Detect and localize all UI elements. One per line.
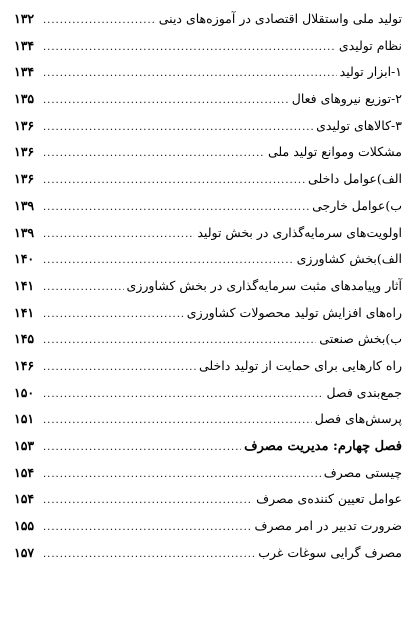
toc-page-number: ۱۴۱: [14, 304, 35, 320]
toc-page-number: ۱۳۵: [14, 91, 35, 107]
toc-entry: [14, 326, 402, 353]
toc-page-number: ۱۵۴: [14, 491, 35, 507]
toc-entry-title: نظام تولیدی: [338, 37, 402, 53]
toc-entry-title: الف)عوامل داخلی: [308, 171, 402, 187]
toc-entry-title: الف)بخش کشاورزی: [296, 251, 402, 267]
toc-entry: [14, 353, 402, 380]
toc-entry-title: مشکلات وموانع تولید ملی: [267, 144, 402, 160]
toc-page-number: ۱۴۵: [14, 331, 35, 347]
toc-entry-title: تولید ملی واستقلال اقتصادی در آموزه‌های دینی: [158, 11, 402, 26]
toc-page-number: ۱۳۲: [14, 11, 35, 26]
toc-entry-title: پرسش‌های فصل: [314, 411, 402, 427]
toc-entry-title: عوامل تعیین کننده‌ی مصرف: [256, 491, 402, 507]
toc-dot-leader: [43, 382, 324, 409]
toc-page-number: ۱۳۹: [14, 224, 35, 240]
toc-dot-leader: [43, 355, 196, 382]
toc-dot-leader: [43, 88, 289, 115]
toc-entry-title: راه‌های افزایش تولید محصولات کشاورزی: [186, 304, 402, 320]
toc-entry-title: مصرف گرایی سوغات غرب: [258, 544, 402, 560]
toc-entry: [14, 513, 402, 540]
toc-page-number: ۱۵۵: [14, 518, 35, 534]
toc-dot-leader: [43, 542, 255, 569]
toc-entry: [14, 273, 402, 300]
toc-page-number: ۱۴۶: [14, 357, 35, 373]
toc-page-number: ۱۵۴: [14, 464, 35, 480]
toc-dot-leader: [43, 61, 337, 88]
toc-entry: [14, 300, 402, 327]
toc-entry: [14, 193, 402, 220]
toc-dot-leader: [43, 195, 309, 222]
toc-entry-title: چیستی مصرف: [323, 464, 402, 480]
toc-entry-title: فصل چهارم: مدیریت مصرف: [244, 439, 402, 454]
toc-entry: [14, 406, 402, 433]
toc-dot-leader: [43, 141, 265, 168]
toc-entry: [14, 460, 402, 487]
toc-page-number: ۱۴۰: [14, 251, 35, 267]
toc-dot-leader: [43, 435, 241, 462]
toc-entry: [14, 166, 402, 193]
toc-entry-title: ۱-ابزار تولید: [339, 64, 402, 80]
toc-dot-leader: [43, 8, 156, 35]
toc-dot-leader: [43, 35, 336, 62]
toc-entry-title: ۲-توزیع نیروهای فعال: [291, 91, 402, 107]
toc-entry: [14, 540, 402, 567]
toc-entry-title: ۳-کالاهای تولیدی: [316, 117, 402, 133]
toc-entry-title: جمع‌بندی فصل: [326, 384, 402, 400]
toc-entry: [14, 86, 402, 113]
toc-entry-title: راه کارهایی برای حمایت از تولید داخلی: [198, 357, 402, 373]
toc-page-number: ۱۵۱: [14, 411, 35, 427]
toc-entry-title: آثار وپیامدهای مثبت سرمایه‌گذاری در بخش کشاورزی: [126, 277, 402, 293]
toc-entry-title: ب)بخش صنعتی: [319, 331, 402, 347]
toc-entry: [14, 380, 402, 407]
toc-page-number: ۱۳۴: [14, 64, 35, 80]
toc-page-number: ۱۵۷: [14, 544, 35, 560]
toc-page-number: ۱۴۱: [14, 277, 35, 293]
toc-entry: [14, 6, 402, 33]
toc-page-number: ۱۵۰: [14, 384, 35, 400]
toc-entry-title: اولویت‌های سرمایه‌گذاری در بخش تولید: [197, 224, 402, 240]
toc-list: [14, 6, 402, 566]
toc-entry: [14, 246, 402, 273]
toc-dot-leader: [43, 408, 312, 435]
toc-chapter-heading: [14, 433, 402, 460]
toc-page-number: ۱۳۹: [14, 197, 35, 213]
toc-entry: [14, 113, 402, 140]
toc-entry: [14, 59, 402, 86]
toc-dot-leader: [43, 168, 305, 195]
toc-page-number: ۱۳۶: [14, 171, 35, 187]
toc-page-number: ۱۳۶: [14, 144, 35, 160]
toc-dot-leader: [43, 328, 316, 355]
toc-dot-leader: [43, 222, 194, 249]
toc-entry: [14, 486, 402, 513]
toc-page-number: ۱۳۴: [14, 37, 35, 53]
toc-dot-leader: [43, 302, 184, 329]
toc-entry: [14, 33, 402, 60]
toc-dot-leader: [43, 515, 252, 542]
toc-entry-title: ب)عوامل خارجی: [312, 197, 402, 213]
toc-dot-leader: [43, 115, 313, 142]
toc-entry: [14, 220, 402, 247]
toc-page-number: ۱۵۳: [14, 438, 35, 453]
toc-page-number: ۱۳۶: [14, 117, 35, 133]
toc-dot-leader: [43, 275, 124, 302]
toc-dot-leader: [43, 248, 294, 275]
toc-dot-leader: [43, 488, 253, 515]
toc-entry: [14, 139, 402, 166]
toc-dot-leader: [43, 462, 321, 489]
toc-entry-title: ضرورت تدبیر در امر مصرف: [254, 518, 402, 534]
